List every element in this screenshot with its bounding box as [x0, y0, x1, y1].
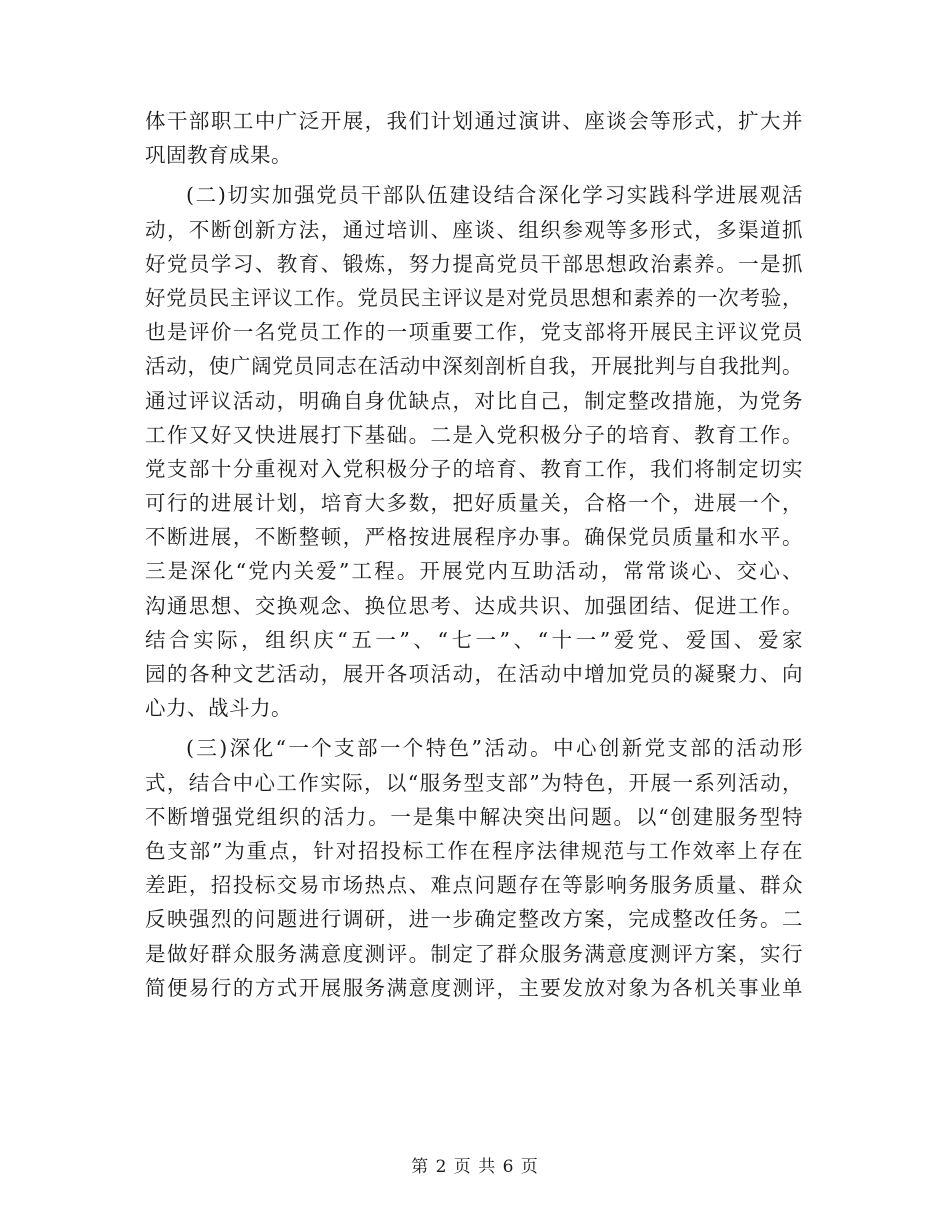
- text-line: 反映强烈的问题进行调研，进一步确定整改方案，完成整改任务。二: [145, 907, 803, 932]
- text-line: 色支部”为重点，针对招投标工作在程序法律规范与工作效率上存在: [145, 838, 803, 863]
- text-line: 沟通思想、交换观念、换位思考、达成共识、加强团结、促进工作。: [145, 593, 803, 618]
- text-line: 式，结合中心工作实际，以“服务型支部”为特色，开展一系列活动，: [145, 770, 803, 795]
- text-line: 简便易行的方式开展服务满意度测评，主要发放对象为各机关事业单: [145, 975, 803, 1000]
- text-line: 工作又好又快进展打下基础。二是入党积极分子的培育、教育工作。: [145, 422, 803, 447]
- text-line: 好党员学习、教育、锻炼，努力提高党员干部思想政治素养。一是抓: [145, 251, 803, 276]
- text-line: 不断增强党组织的活力。一是集中解决突出问题。以“创建服务型特: [145, 804, 803, 829]
- text-line: 动，不断创新方法，通过培训、座谈、组织参观等多形式，多渠道抓: [145, 217, 803, 242]
- text-line: 活动，使广阔党员同志在活动中深刻剖析自我，开展批判与自我批判。: [145, 354, 803, 379]
- text-line: 不断进展，不断整顿，严格按进展程序办事。确保党员质量和水平。: [145, 525, 803, 550]
- text-line: 园的各种文艺活动，展开各项活动，在活动中增加党员的凝聚力、向: [145, 662, 803, 686]
- text-line: (二)切实加强党员干部队伍建设结合深化学习实践科学进展观活: [186, 183, 803, 208]
- text-line: 是做好群众服务满意度测评。制定了群众服务满意度测评方案，实行: [145, 941, 803, 966]
- paragraph-p3: [145, 731, 803, 1005]
- text-line: 三是深化“党内关爱”工程。开展党内互助活动，常常谈心、交心、: [145, 559, 803, 584]
- text-line: 结合实际，组织庆“五一”、“七一”、“十一”爱党、爱国、爱家: [145, 627, 803, 652]
- paragraph-p1: [145, 104, 803, 172]
- text-line: 党支部十分重视对入党积极分子的培育、教育工作，我们将制定切实: [145, 456, 803, 481]
- text-line: 心力、战斗力。: [145, 696, 292, 721]
- document-body: [145, 104, 803, 1005]
- text-line: (三)深化“一个支部一个特色”活动。中心创新党支部的活动形: [186, 736, 803, 761]
- text-line: 也是评价一名党员工作的一项重要工作，党支部将开展民主评议党员: [145, 320, 803, 345]
- text-line: 差距，招投标交易市场热点、难点问题存在等影响务服务质量、群众: [145, 873, 803, 898]
- text-line: 好党员民主评议工作。党员民主评议是对党员思想和素养的一次考验，: [145, 285, 803, 310]
- paragraph-p2: [145, 178, 803, 725]
- paragraph-container: [145, 104, 803, 1005]
- text-line: 巩固教育成果。: [145, 143, 292, 168]
- text-line: 通过评议活动，明确自身优缺点，对比自己，制定整改措施，为党务: [145, 388, 803, 413]
- text-line: 体干部职工中广泛开展，我们计划通过演讲、座谈会等形式，扩大并: [145, 109, 803, 133]
- page-footer: 第 2 页 共 6 页: [411, 1157, 539, 1177]
- text-line: 可行的进展计划，培育大多数，把好质量关，合格一个，进展一个，: [145, 491, 803, 516]
